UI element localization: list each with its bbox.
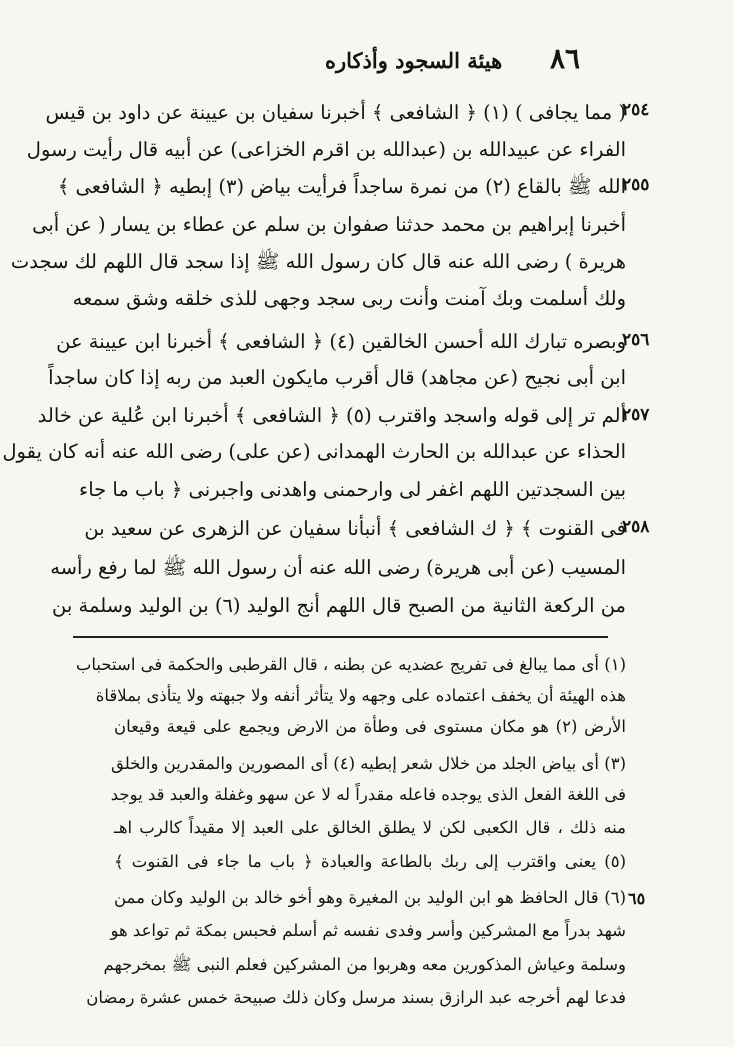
main-text-line: الله ﷺ بالقاع (٢) من نمرة ساجداً فرأيت بياض (٣) إبطيه ﴿ الشافعى ﴾	[57, 175, 626, 198]
hadith-number: ٢٥٨	[622, 517, 650, 537]
main-text-line: ولك أسلمت وبك آمنت وأنت ربى سجد وجهى للذى خلقه وشق سمعه	[72, 287, 626, 310]
footnote-line: (٥) يعنى واقترب إلى ربك بالطاعة والعبادة ﴿ باب ما جاء فى القنوت ﴾	[114, 852, 626, 871]
main-text-line: فى القنوت ﴾ ﴿ ك الشافعى ﴾ أنبأنا سفيان عن الزهرى عن سعيد بن	[84, 517, 626, 540]
hadith-number: ٢٥٥	[622, 175, 650, 195]
footnote-line: (١) أى مما يبالغ فى تفريج عضديه عن بطنه ، قال القرطبى والحكمة فى استحباب	[75, 655, 626, 674]
footnote-line: الأرض (٢) هو مكان مستوى فى وطأة من الارض ويجمع على قيعة وقيعان	[114, 717, 626, 736]
hadith-number: ٢٥٤	[622, 100, 650, 120]
main-text-line: ابن أبى نجيح (عن مجاهد) قال أقرب مايكون العبد من ربه إذا كان ساجداً	[48, 366, 626, 389]
page-header	[80, 42, 654, 82]
footnote-line: فى اللغة الفعل الذى يوجده فاعله مقدراً له لا عن سهو وغفلة والعبد قد يوجد	[110, 785, 626, 804]
main-text-line: ( مما يجافى ) (١) ﴿ الشافعى ﴾ أخبرنا سفيان بن عيينة عن داود بن قيس	[45, 101, 626, 124]
main-text-line: الفراء عن عبيدالله بن (عبدالله بن اقرم الخزاعى) عن أبيه قال رأيت رسول	[26, 138, 626, 161]
main-text-line: أخبرنا إبراهيم بن محمد حدثنا صفوان بن سلم عن عطاء بن يسار ( عن أبى	[32, 213, 626, 236]
main-text-line: وبصره تبارك الله أحسن الخالقين (٤) ﴿ الشافعى ﴾ أخبرنا ابن عيينة عن	[56, 330, 626, 353]
page-number: ٨٦	[550, 42, 581, 75]
footnote-line: (٦) قال الحافظ هو ابن الوليد بن المغيرة وهو أخو خالد بن الوليد وكان ممن	[114, 888, 626, 907]
footnote-line: منه ذلك ، قال الكعبى لكن لا يطلق الخالق على العبد إلا مقيداً كالرب اهـ	[114, 818, 626, 837]
footnote-divider	[73, 636, 608, 638]
main-text-line: من الركعة الثانية من الصبح قال اللهم أنج الوليد (٦) بن الوليد وسلمة بن	[52, 594, 626, 617]
hadith-number: ٢٥٦	[622, 330, 650, 350]
running-title: هيئة السجود وأذكاره	[325, 48, 503, 73]
main-text-line: بين السجدتين اللهم اغفر لى وارحمنى واهدنى واجبرنى ﴿ باب ما جاء	[79, 478, 626, 501]
footnote-margin-number: ٦٥	[628, 889, 646, 908]
footnote-line: (٣) أى بياض الجلد من خلال شعر إبطيه (٤) أى المصورين والمقدرين والخلق	[110, 754, 626, 773]
footnote-line: وسلمة وعياش المذكورين معه وهربوا من المشركين فعلم النبى ﷺ بمخرجهم	[103, 955, 626, 974]
main-text-line: هريرة ) رضى الله عنه قال كان رسول الله ﷺ إذا سجد قال اللهم لك سجدت	[10, 250, 626, 273]
footnote-line: فدعا لهم أخرجه عبد الرازق بسند مرسل وكان ذلك صبيحة خمس عشرة رمضان	[86, 988, 626, 1007]
hadith-number: ٢٥٧	[622, 405, 650, 425]
main-text-line: المسيب (عن أبى هريرة) رضى الله عنه أن رسول الله ﷺ لما رفع رأسه	[50, 556, 626, 579]
footnote-line: هذه الهيئة أن يخفف اعتماده على وجهه ولا يتأثر أنفه ولا جبهته ولا يتأذى بملاقاة	[95, 686, 626, 705]
main-text-line: ألم تر إلى قوله واسجد واقترب (٥) ﴿ الشافعى ﴾ أخبرنا ابن عُلية عن خالد	[37, 404, 626, 427]
main-text-line: الحذاء عن عبدالله بن الحارث الهمدانى (عن على) رضى الله عنه أنه كان يقول	[2, 440, 626, 463]
footnote-line: شهد بدراً مع المشركين وأسر وفدى نفسه ثم أسلم فحبس بمكة ثم تواعد هو	[110, 921, 626, 940]
